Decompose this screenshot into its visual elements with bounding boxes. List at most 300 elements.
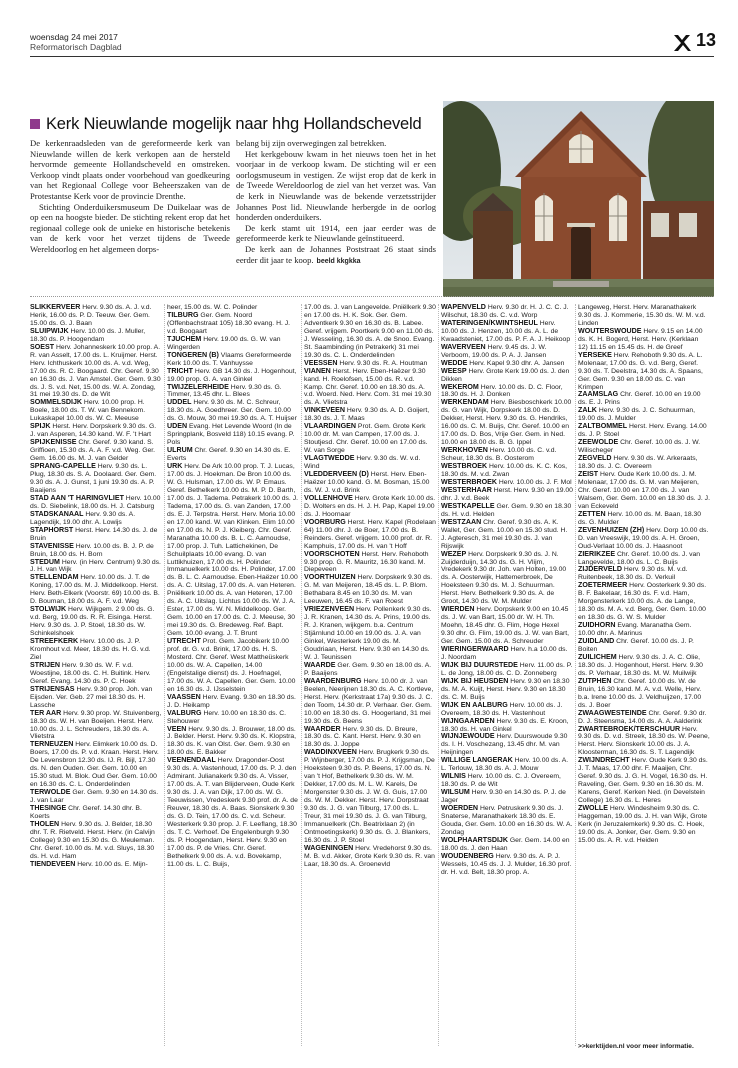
- listing-place-name: ZUIDHORN: [578, 621, 616, 630]
- listing-services-text: Ger. Gem. 14.00 en 18.00 ds. J. den Haan: [441, 836, 570, 852]
- listing-place-name: ZWARTEBROEK/TERSCHUUR: [578, 724, 681, 733]
- listing-place-name: SLIKKERVEER: [30, 304, 81, 311]
- listing-entry: [578, 391, 710, 407]
- listing-place-name: ZALK: [578, 406, 597, 415]
- listing-services-text: Herv. 19.00 ds. G. W. van Wingerden: [167, 335, 281, 351]
- listing-place-name: UDDEL: [167, 398, 192, 407]
- listing-services-text: Herv. 11.00 ds. P. L. de Jong, 18.00 ds. C. D. Zonneberg: [441, 661, 573, 677]
- listing-services-text: Herv. Oude Kerk 9.30 ds. J. T. Maas, 17.00 dhr. F. Maaijen, Chr. Geref. 9.30 ds. J. G. H. Vogel, 16.30 ds. H. Raveling, Ger. Gem. 9.30 en 16.30 ds. M. Karens, Geref. Kerken Ned. (in Develstein College) 16.30 ds. L. Heres: [578, 757, 708, 805]
- listing-services-text: Herst. Herv. Eben-Haëzer 10.00 kand. G. M. Bosman, 15.00 ds. W. J. v.d. Brink: [304, 471, 430, 494]
- listing-services-text: Herv. 9.30 ds. J. C. Schuurman, 19.00 ds. J. Mulder: [578, 407, 696, 423]
- listing-place-name: STELLENDAM: [30, 573, 79, 582]
- listing-place-name: ZALTBOMMEL: [578, 422, 628, 431]
- listing-services-text: Herv. 9.30 ds. L. Plug, 18.30 ds. S. A. Doolaard. Ger. Gem. 9.30 ds. A. J. Gunst, 1 juni 19.30 ds. A. P. Baaijens: [30, 463, 157, 494]
- listing-place-name: WOUDENBERG: [441, 851, 494, 860]
- listing-place-name: SLUIPWIJK: [30, 326, 69, 335]
- listing-services-text: Herv. Biesboschkerk 10.00 ds. G. van Wijk, Dorpskerk 18.00 ds. D. Dekker, Herst. Herv. 9.30 ds. G. Hendriks, 16.00 ds. C. M. Buijs, Chr. Geref. 10.00 en 17.00 ds. D. Bos, Vrije Ger. Gem. in Ned. 10.00 en 18.00 ds. B. G. Ippel: [441, 399, 572, 447]
- listing-place-name: WOUTERSWOUDE: [578, 326, 642, 335]
- listing-place-name: VRIEZENVEEN: [304, 605, 355, 614]
- listing-services-text: Chr. Geref. 10.00 ds. W. de Bruin, 16.30 kand. M. A. v.d. Welle, Herv. b.a. Irene 10.00 ds. J. Veldhuijzen, 17.00 ds. J. Boer: [578, 677, 702, 709]
- listing-entry: [441, 344, 573, 360]
- listing-entry: [167, 447, 299, 463]
- listing-place-name: WIERINGERWAARD: [441, 644, 509, 653]
- listing-services-text: Herv. 9.30 ds. D. v.d. Streek, 18.30 ds. W. Peene, Herst. Herv. Sionskerk 10.00 ds. J. A. Kloosterman, 16.30 ds. S. T. Lagendijk: [578, 725, 710, 757]
- listing-place-name: TONGEREN (B): [167, 350, 219, 359]
- listing-entry: [167, 726, 299, 758]
- listing-entry: [30, 789, 162, 805]
- listing-services-text: Herv. Dragonder-Oost 9.30 ds. A. Vastenhoud, 17.00 ds. P. J. den Admirant. Julianakerk 9.30 ds. A. Visser, 17.00 ds. A. T. van Blijderveen, Oude Kerk 9.30 ds. J. A. van Dijk, 17.00 ds. W. G. Teeuwissen, Vredeskerk 9.30 prof. dr. A. de Reuver, 18.30 ds. A. Baas. Sionskerk 9.30 ds. G. D. Tein, 17.00 ds. C. v.d. Scheur. Westerkerk 9.30 prop. J. F. Leeflang, 18.30 ds. T. C. Verhoef. De Engelenburgh 9.30 ds. P. Hoogendam, Herst. Herv. 9.30 en 17.00 ds. P. de Vries. Chr. Geref. Bethelkerk 9.00 ds. A. v.d. Bovekamp, 11.00 ds. L. C. Buijs,: [167, 757, 298, 868]
- listing-place-name: TILBURG: [167, 310, 199, 319]
- listing-entry: [30, 511, 162, 527]
- listing-entry: [441, 304, 573, 320]
- listing-entry: [304, 726, 436, 750]
- listing-entry: [304, 519, 436, 551]
- listing-services-text: Ger. Gem. 9.30 en 14.30 ds. J. van Laar: [30, 789, 159, 805]
- listing-entry: [441, 662, 573, 678]
- listing-entry: [30, 805, 162, 821]
- listing-services-text: Herv. Oude Kerk 10.00 ds. J. M. Molenaar, 17.00 ds. G. M. van Meijeren, Chr. Geref. 10.00 en 17.00 ds. J. van Walsem, Ger. Gem. 10.00 en 18.30 ds. J. J. van Eckeveld: [578, 471, 710, 510]
- article-title: Kerk Nieuwlande mogelijk naar hhg Hollandscheveld: [46, 114, 422, 133]
- listing-place-name: STRIJEN: [30, 660, 60, 669]
- listing-services-text: Herv. 9.15 en 14.00 ds. K. H. Bogerd, Herst. Herv. (Kerklaan 12) 11.15 en 15.45 ds. H. de Greef: [578, 327, 703, 351]
- listing-services-text: heer, 15.00 ds. W. C. Polinder: [167, 304, 258, 311]
- listing-entry: [441, 853, 573, 877]
- listing-services-text: Herv. Dorp 10.00 ds. D. van Vreeswijk, 19.00 ds. A. H. Groen, Oud-Verlaat 10.00 ds. J. Haasnoot: [578, 526, 709, 550]
- article-paragraph: Het kerkgebouw kwam in het nieuws toen het in het voorjaar in de verkoop kwam. De stichting wil er een oorlogsmuseum in vestigen. Ze wijst erop dat de kerk in de Tweede Wereldoorlog de ziel van het verzet was. Van de kerk in Nieuwlande was de bekende verzetsstrijder Johannes Post lid. Nieuwlande herbergde in de oorlog honderden onderduikers.: [236, 148, 436, 223]
- listing-place-name: SOMMELSDIJK: [30, 398, 83, 407]
- article-column-1: [30, 138, 230, 255]
- listing-place-name: WAARDER: [304, 724, 341, 733]
- listing-entry: [30, 463, 162, 495]
- listing-place-name: WEKEROM: [441, 382, 479, 391]
- listing-place-name: STOLWIJK: [30, 605, 67, 614]
- listing-services-text: Herv. 9.30 prop. Joh. van Eijsden. Ver. Geb. 27 mei 18.30 ds. H. Lassche: [30, 685, 153, 709]
- listing-entry: [578, 471, 710, 511]
- listing-entry: [30, 439, 162, 463]
- listing-services-text: Herst. Herv. 14.30 ds. J. de Bruin: [30, 526, 158, 542]
- listing-column-1: [30, 304, 162, 869]
- listing-entry: [304, 455, 436, 471]
- listing-entry: [578, 455, 710, 471]
- listing-services-text: Prot. Gem. Grote Kerk 10.00 dr. M. van Campen, 17.00 ds. J. Stoutjesd. Chr. Geref. 10.00 en 17.00 ds. W. van Sorge: [304, 423, 428, 455]
- listing-services-text: Herv. 10.00 ds. J. T. de Koning, 17.00 ds. M. J. Middelkoop. Herst. Herv. Beth-Elkerk (Voorstr. 69) 10.00 ds. B. D. Bouman, 18.00 ds. A. F. v.d. Weg: [30, 574, 160, 606]
- listing-services-text: Ger. Gem. 9.30 en 18.30 ds. H. v.d. Helden: [441, 502, 572, 518]
- listing-entry: [167, 463, 299, 638]
- listing-entry: [578, 352, 710, 392]
- listing-place-name: TRICHT: [167, 366, 194, 375]
- listing-place-name: WEDDE: [441, 358, 468, 367]
- listing-services-text: Herv. Windesheim 9.30 ds. C. Haggeman, 19.00 ds. J. H. van Wijk, Grote Kerk (in Jeruzalemkerk) 9.30 ds. C. Hoek, 19.00 ds. A. Jonker, Ger. Gem. 9.30 en 15.00 ds. A. R. v.d. Heiden: [578, 805, 708, 844]
- listing-services-text: Herv. 10.00 ds. A. L. Terlouw, 18.30 ds. A. J. Mouw: [441, 757, 569, 773]
- listing-entry: [441, 519, 573, 551]
- listing-entry: [578, 407, 710, 423]
- listing-place-name: WESTERHAAR: [441, 485, 492, 494]
- listing-services-text: Herst. Herv. Rehoboth 9.30 prop. G. R. Mauritz, 16.30 kand. M. Diepeveen: [304, 550, 429, 574]
- listing-entry: [578, 757, 710, 805]
- listing-services-text: Herv. Pollenkerk 9.30 ds. J. R. Kranen, 14.30 ds. A. Prins, 19.00 ds. R. J. Kranen, wijkgem. b.a. Centrum Stjärnlund 10.00 en 19.00 ds. J. A. van Ginkel, Westerkerk 19.00 ds. M. Goudriaan, Herst. Herv. 9.30 en 14.30 ds. W. J. Teunissen: [304, 606, 432, 661]
- listing-place-name: ZWIJNDRECHT: [578, 756, 630, 765]
- article-paragraph: Stichting Onderduikersmuseum De Duikelaar was de op een na hoogste bieder. De stichting rekent erop dat het regionaal college ook de unieke en historische betekenis van de kerk voor het verzet tijdens de Tweede Wereldoorlog en het algemeen dorps-: [30, 201, 230, 254]
- listing-services-text: Herv. (in Herv. Centrum) 9.30 ds. J. H. van Wijk: [30, 558, 161, 574]
- section-divider: [30, 296, 714, 297]
- listing-services-text: Herv. 10.00 ds. C. v.d. Scheur, 18.30 ds. B. Oosterom: [441, 447, 557, 463]
- listing-place-name: VLAARDINGEN: [304, 422, 357, 431]
- listing-services-text: Herv. 9.30 ds. G. Timmer, 13.45 dhr. L. Blees: [167, 383, 282, 399]
- listing-entry: [167, 384, 299, 400]
- listing-services-text: Herv. 9.30 dr. H. J. C. C. J. Wilschut, 18.30 ds. C. v.d. Worp: [441, 304, 569, 319]
- listing-place-name: STAVENISSE: [30, 541, 74, 550]
- photo-credit: beeld kkgkka: [316, 257, 361, 265]
- listing-services-text: 17.00 ds. J. van Langevelde. Pniëlkerk 9.30 en 17.00 ds. H. K. Sok. Ger. Gem. Adventkerk 9.30 en 16.30 ds. B. Labee. Geref. vrijgem. Poortkerk 9.00 en 11.00 ds. J. Wesseling, 16.30 ds. A. de Snoo. Evang. St. Saambinding (in Petrakerk) 31 mei 19.30 ds. C. L. Onderdelinden: [304, 304, 436, 359]
- listing-services-text: Herv. 10.00 dr. J. van Beelen, Neerijnen 18.30 ds. A. C. Kortleve, Herst. Herv. (Kerkstraat 17a) 9.30 ds. J. C. den Toom, 14.30 dr. P. Verhaar. Ger. Gem. 10.00 en 18.30 ds. G. Hoogerland, 31 mei 19.30 ds. G. Beens: [304, 677, 434, 725]
- listing-services-text: Herv. Petruskerk 9.30 ds. J. Snaterse, Maranathakerk 18.30 ds. E. Gouda, Ger. Gem. 10.00 en 16.30 ds. W. A. Zondag: [441, 805, 573, 836]
- listing-services-text: Herv. 10.00 ds. J. Overeem, 18.30 ds. H. Vastenhout: [441, 701, 563, 717]
- listing-entry: [304, 495, 436, 519]
- listing-place-name: WESTKAPELLE: [441, 501, 495, 510]
- listing-entry: [304, 845, 436, 869]
- listing-place-name: ZEEWOLDE: [578, 438, 619, 447]
- listing-place-name: VOORBURG: [304, 517, 346, 526]
- listing-place-name: SPRANG-CAPELLE: [30, 462, 96, 471]
- listing-place-name: VOLLENHOVE: [304, 493, 353, 502]
- listing-place-name: VOORSCHOTEN: [304, 549, 360, 558]
- section-marker-icon: [30, 119, 40, 129]
- listing-services-text: Herv. 9.30 ds. W. Arkeraats, 18.30 ds. J. C. Overeem: [578, 455, 698, 471]
- listing-services-text: Herv. 9.30 ds. M. C. Schreur, 18.30 ds. A. Goedhreer. Ger. Gem. 10.00 ds. G. Mouw, 30 mei 19.30 ds. A. T. Huijser: [167, 399, 297, 423]
- footer-reference: >>kerktijden.nl voor meer informatie.: [578, 1043, 694, 1050]
- listing-place-name: WESTERBROEK: [441, 477, 497, 486]
- listing-entry: [441, 702, 573, 718]
- column-separator: [438, 304, 439, 1046]
- listing-entry: [304, 423, 436, 455]
- listing-entry: [30, 686, 162, 710]
- listing-entry: [441, 487, 573, 503]
- listing-place-name: WIJK BIJ HEUSDEN: [441, 676, 509, 685]
- listing-entry: [578, 566, 710, 582]
- listing-entry: [578, 710, 710, 726]
- listing-entry: [30, 527, 162, 543]
- listing-services-text: Chr. Geref. 9.30 ds. A. K. Wallet, Ger. Gem. 10.00 en 15.30 stud. H. J. Agteresch, 31 mei 19.30 ds. J. van Rijswijk: [441, 518, 568, 550]
- listing-place-name: WIJK BIJ DUURSTEDE: [441, 660, 518, 669]
- listing-entry: [304, 662, 436, 678]
- listing-place-name: VLEDDERVEEN (D): [304, 470, 369, 479]
- listing-entry: [578, 654, 710, 678]
- listing-services-text: Herv. 9.45 ds. J. W. Verboom, 19.00 ds. P. A. J. Jansen: [441, 343, 547, 359]
- listing-entry: [167, 710, 299, 726]
- listing-place-name: ZEIST: [578, 470, 599, 479]
- listing-place-name: WERKHOVEN: [441, 446, 488, 455]
- listing-column-4: [441, 304, 573, 877]
- page-number: 13: [696, 30, 717, 50]
- listing-services-text: Chr. Geref. 9.30 en 14.30 ds. E. Everts: [167, 447, 291, 463]
- listing-place-name: WESTBROEK: [441, 462, 488, 471]
- listing-entry: [578, 622, 710, 638]
- listing-place-name: WIJNGAARDEN: [441, 716, 495, 725]
- listing-entry: [304, 407, 436, 423]
- listing-place-name: ZUILICHEM: [578, 652, 617, 661]
- listing-place-name: WAGENINGEN: [304, 843, 354, 852]
- article-paragraph: De kerk stamt uit 1914, een jaar eerder was de gereformeerde kerk te Nieuwlande geïnstitueerd.: [236, 222, 436, 244]
- listing-entry: [30, 574, 162, 606]
- listing-entry: [441, 646, 573, 662]
- listing-services-text: Herv. GB 14.30 ds. J. Hogenhout, 19.00 prop. G. A. van Ginkel: [167, 367, 297, 383]
- listing-services-text: Chr. Geref. 9.30 kand. S. Griffioen, 15.30 ds. A. A. F. v.d. Weg. Ger. Gem. 16.00 ds. M. J. van Gelder: [30, 439, 156, 463]
- listing-services-text: Herv. 10.00 ds. J. Muller, 18.30 ds. P. Hoogendam: [30, 327, 146, 343]
- listing-entry: [578, 805, 710, 845]
- listing-entry: [441, 757, 573, 773]
- listing-services-text: Herv. 10.00 ds. M. Baan, 18.30 ds. G. Mulder: [578, 510, 702, 526]
- listing-place-name: TJUCHEM: [167, 334, 202, 343]
- listing-place-name: SPIJK: [30, 422, 51, 431]
- listing-services-text: Herv. 10.00 ds. K. C. Kos, 18.30 ds. M. v.d. Zwan: [441, 463, 568, 479]
- listing-place-name: ZEGVELD: [578, 454, 612, 463]
- church-photo: [443, 101, 714, 297]
- listing-column-5: [578, 304, 710, 845]
- listing-entry: [167, 757, 299, 868]
- listing-place-name: WAARDENBURG: [304, 676, 362, 685]
- listing-entry: [441, 773, 573, 789]
- listing-place-name: STADSKANAAL: [30, 509, 84, 518]
- listing-entry: [441, 789, 573, 805]
- listing-place-name: WAPENVELD: [441, 304, 486, 311]
- listing-entry: [441, 606, 573, 646]
- listing-services-text: Herst. Herv. Evang. 14.00 ds. J. P. Stoel: [578, 423, 707, 439]
- listing-services-text: Herv. 10.00 prop. H. Boele, 18.00 ds. T. W. van Bennekom. Lukaskapel 10.00 ds. W. C. Meeuse: [30, 399, 146, 423]
- article-last-paragraph: [236, 244, 436, 267]
- listing-place-name: VEESSEN: [304, 358, 338, 367]
- listing-services-text: Herv. 9.30 prop. W. Stuivenberg, 18.30 ds. W. H. van Boeijen. Herst. Herv. 10.00 ds. J. L. Schreuders, 18.30 ds. A. Vlietstra: [30, 709, 162, 741]
- listing-services-text: Herst. Herv. Kapel (Rodelaan 64) 11.00 dhr. J. de Boer, 17.00 ds. B. Reinders. Geref. vrijgem. 10.00 prof. dr. R. Kamphuis, 17.00 ds. H. van 't Hoff: [304, 518, 436, 550]
- listing-place-name: WAARDE: [304, 660, 336, 669]
- masthead-rule: [30, 56, 714, 57]
- listing-services-text: Herv. Evang. 9.30 en 18.30 ds. J. D. Heikamp: [167, 693, 296, 709]
- listing-entry: [304, 551, 436, 575]
- listing-place-name: WEESP: [441, 366, 467, 375]
- listing-services-text: Ger. Gem. Noord (Offenbachstraat 105) 18.30 evang. H. J. v.d. Boogaart: [167, 311, 291, 335]
- listing-services-text: Herv. 10.00 ds. C. J. Overeem, 18.30 ds. P. de Wit: [441, 773, 561, 789]
- listing-services-text: Herv. Vredehorst 9.30 ds. M. B. v.d. Akker, Grote Kerk 9.30 ds. R. van Laar, 18.30 ds. A. Groenevld: [304, 844, 435, 868]
- listing-services-text: Herv. De Ark 10.00 prop. T. J. Lucas, 17.00 ds. J. Hoekman. De Bron 10.00 ds. W. G. Hulsman, 17.00 ds. W. P. Emaus. Geref. Bethelkerk 10.00 ds. M. P. D. Barth, 17.00 ds. J. Tadema. Petrakerk 10.00 ds. J. Tadema, 17.00 ds. G. van Zanden, 17.00 ds. E. J. Terpstra. Herst. Herv. Moria 10.00 en 17.00 kand. W. van Klinken. Elim 10.00 en 17.00 ds. N. P. J. Kleiberg. Chr. Geref. Maranatha 10.00 ds. B. L. C. Aarnoudse, 17.00 prop. J. Tuh. Lattichekinen, De Schuilplaats 10.00 evang. D. van Luttikhuizen, 17.00 ds. H. Polinder. Immanuelkerk 10.00 ds. H. Polinder, 17.00 ds. B. L. C. Aarnoudse. Eben-Haëzer 10.00 ds. A. C. Uitslag, 17.00 ds. A. van Heteren. Pniëlkerk 10.00 ds. A. van Heteren, 17.00 ds. A. C. Uitslag. Lichtus 10.00 ds. W. J. A. Ester, 17.00 ds. W. N. Middelkoop. Ger. Gem. 10.00 en 17.00 ds. C. J. Meeuse, 30 mei 19.30 ds. G. Bredeweg. Ref. Bapt. Gem. 10.00 evang. J. T. Brunt: [167, 463, 298, 638]
- article-paragraph-text: De kerk aan de Johannes Poststraat 26 staat sinds eerder dit jaar te koop.: [236, 243, 436, 265]
- listing-services-text: Evang. Het Levende Woord (In de Springplank, Bosveld 118) 10.15 evang. P. Pols: [167, 423, 295, 447]
- listing-entry: [578, 304, 710, 328]
- listing-entry: [578, 328, 710, 352]
- listing-entry: [441, 368, 573, 384]
- listing-place-name: THOLEN: [30, 819, 60, 828]
- listing-place-name: STAPHORST: [30, 525, 74, 534]
- column-separator: [575, 304, 576, 1046]
- listing-entry: [30, 638, 162, 662]
- listing-entry: [441, 805, 573, 837]
- listing-place-name: STRIJENSAS: [30, 684, 75, 693]
- listing-services-text: Herst. Herv. Eben-Haëzer 9.30 kand. H. Roelofsen, 15.00 ds. R. v.d. Kamp. Chr. Geref. 10.00 en 18.30 ds. A. v.d. Woerd. Ned. Herv. Com. 31 mei 19.30 ds. A. Vlietstra: [304, 367, 432, 407]
- listing-services-text: Herv. Wijkgem. 2 9.00 ds. G. v.d. Berg, 19.00 ds. R. R. Eisinga. Herst. Herv. 9.30 ds. J. P. Stoel, 18.30 ds. W. Schinkelshoek: [30, 606, 155, 638]
- listing-services-text: Herv. Elimkerk 10.00 ds. D. Boers, 17.00 ds. P. v.d. Kraan. Herst. Herv. De Levensbron 12.30 ds. IJ. R. Bijl, 17.30 ds. N. den Ouden. Ger. Gem. 10.00 en 15.30 stud. M. Blok. Oud Ger. Gem. 10.00 en 16.30 ds. C. L. Onderdelinden: [30, 741, 159, 789]
- listing-services-text: Herv. 9.30 en 18.30 ds. M. A. Kuijt, Herst. Herv. 9.30 en 18.30 ds. C. M. Buijs: [441, 677, 570, 701]
- listing-place-name: ZWOLLE: [578, 804, 608, 813]
- listing-entry: [167, 352, 299, 368]
- listing-place-name: WOLPHAARTSDIJK: [441, 835, 508, 844]
- article-paragraph: De kerkenraadsleden van de gereformeerde kerk van Nieuwlande willen de kerk verkopen aan de hersteld hervormde gemeente Hollandscheveld en omstreken. Verkoop vindt plaats onder voorbehoud van goedkeuring van het Regionaal College voor Beheerszaken van de Protestantse Kerk voor de provincie Drenthe.: [30, 138, 230, 201]
- listing-services-text: Chr. Geref. 10.00 ds. J. W. Wilischeger: [578, 439, 701, 455]
- listing-place-name: ZIERIKZEE: [578, 549, 616, 558]
- listing-place-name: VLAGTWEDDE: [304, 454, 355, 463]
- listing-place-name: WADDINXVEEN: [304, 748, 357, 757]
- listing-services-text: Herv. 10.00 ds. J. F. Mol: [498, 478, 572, 486]
- listing-services-text: Herv. 9.30 ds. R. A. Houtman: [339, 359, 428, 367]
- listing-services-text: Herv. Grote Kerk 19.00 ds. J. den Dikken: [441, 367, 570, 383]
- listing-column-2: [167, 304, 299, 869]
- listing-place-name: TIENDEVEEN: [30, 859, 76, 868]
- listing-place-name: WILNIS: [441, 772, 466, 781]
- listing-entry: [30, 662, 162, 686]
- listing-entry: [167, 336, 299, 352]
- listing-place-name: VEENENDAAL: [167, 756, 216, 765]
- listing-place-name: VINKEVEEN: [304, 406, 345, 415]
- listing-services-text: Herv. 9.30 ds. M. v.d. Ruitenbeek, 18.30 ds. D. Verkuil: [578, 566, 688, 582]
- listing-place-name: ZEVENHUIZEN (ZH): [578, 525, 645, 534]
- listing-services-text: Prot. Gem. Jacobikerk 10.00 prof. dr. G. v.d. Brink, 17.00 ds. H. S. Mosterd. Chr. Geref. West Mattheüskerk 10.00 ds. W. A. Capellen, 14.00 (Engelstalige dienst) ds. J. Hoefnagel, 17.00 ds. W. A. Capellen. Ger. Gem. 10.00 en 16.30 ds. J. IJsselstein: [167, 638, 296, 693]
- listing-services-text: Chr. Geref. 10.00 en 19.00 ds. E. J. Prins: [578, 391, 701, 407]
- listing-services-text: Vlaams Gereformeerde Kerk 10.00 ds. T. Vanhuysse: [167, 351, 292, 367]
- listing-entry: [304, 304, 436, 360]
- listing-place-name: WILSUM: [441, 788, 470, 797]
- column-separator: [164, 304, 165, 1046]
- listing-entry: [167, 399, 299, 423]
- listing-place-name: TERWOLDE: [30, 788, 71, 797]
- article-heading: [30, 114, 490, 134]
- listing-services-text: Herv. Dorpskerk 9.30 ds. J. N. Zuijderduijn, 14.30 ds. G. H. Vlijm, Vredekerk 9.30 dr. Joh. van Holten, 19.00 ds. A. Oosterwijk, Hattemerbroek, De Hoeksteen 9.30 ds. M. J. Schuurman. Herst. Herv. Bethelkerk 9.30 ds. A. de Groot, 14.30 ds. W. M. Mulder: [441, 550, 567, 606]
- listing-entry: [578, 511, 710, 527]
- listing-entry: [30, 543, 162, 559]
- article-column-2: [236, 138, 436, 267]
- listing-place-name: TER AAR: [30, 708, 62, 717]
- listing-services-text: Herv. 10.00 ds. D. C. Floor, 18.30 ds. H. J. Donken: [441, 383, 563, 399]
- listing-services-text: Herv. Duurswoude 9.30 ds. I. H. Voschezang, 13.45 dhr. M. van Heijningen: [441, 733, 568, 757]
- listing-services-text: Herv. 9.30 ds. J. Brouwer, 18.00 ds. J. Belder. Herst. Herv. 9.30 ds. K. Klopstra, 18.30 ds. K. van Olst. Ger. Gem. 9.30 en 18.00 ds. E. Bakker: [167, 725, 297, 757]
- listing-entry: [30, 741, 162, 789]
- listing-services-text: Herv. 10.00 ds. B. J. P. de Bruin, 18.00 ds. H. Born: [30, 542, 154, 558]
- listing-entry: [304, 678, 436, 726]
- listing-place-name: WIJK EN AALBURG: [441, 700, 508, 709]
- listing-place-name: WATERINGEN/KWINTSHEUL: [441, 318, 538, 327]
- listing-entry: [578, 638, 710, 654]
- listing-services-text: Chr. Geref. 14.30 dhr. B. Koerts: [30, 805, 142, 820]
- listing-entry: [441, 503, 573, 519]
- listing-place-name: ZAAMSLAG: [578, 390, 619, 399]
- listing-services-text: Herst. Herv. 9.30 en 19.00 dhr. J. v.d. Beek: [441, 486, 573, 502]
- listing-entry: [441, 551, 573, 607]
- listing-services-text: Herv. 10.00 ds. D. Siebelink, 18.00 ds. H. J. Catsburg: [30, 494, 161, 510]
- listing-place-name: STAD AAN 'T HARINGVLIET: [30, 493, 124, 502]
- listing-place-name: STREEFKERK: [30, 637, 79, 646]
- listing-entry: [441, 837, 573, 853]
- listing-services-text: Herv. Kapel 9.30 dhr. A. Jansen: [469, 359, 565, 367]
- listing-place-name: UTRECHT: [167, 637, 201, 646]
- listing-place-name: VAASSEN: [167, 692, 201, 701]
- listing-place-name: VALBURG: [167, 708, 202, 717]
- listing-entry: [304, 574, 436, 606]
- listing-place-name: ZETTEN: [578, 509, 606, 518]
- listing-services-text: Herv. 9.30 ds. W. v.d. Wind: [304, 455, 421, 471]
- listing-services-text: Herv. 9.30 ds. A. Lagendijk, 19.00 dhr. A. Lowijs: [30, 510, 136, 526]
- listing-place-name: WOERDEN: [441, 804, 479, 813]
- listing-place-name: WIJNJEWOUDE: [441, 732, 495, 741]
- listing-services-text: Herv. 9.30 en 14.30 ds. P. J. de Jager: [441, 789, 566, 805]
- listing-entry: [30, 423, 162, 439]
- listing-place-name: VOORTHUIZEN: [304, 573, 356, 582]
- listing-services-text: Herv. 9.30 ds. A. P. J. Wessels, 10.45 ds. J. J. Mulder, 16.30 prof. dr. H. v.d. Belt, 18.30 prop. A.: [441, 852, 572, 876]
- listing-place-name: SPIJKENISSE: [30, 438, 77, 447]
- listing-entry: [30, 328, 162, 344]
- listing-entry: [578, 423, 710, 439]
- listing-entry: [441, 463, 573, 479]
- listing-place-name: ULRUM: [167, 446, 193, 455]
- listing-services-text: Herv. 9.30 ds. D. Breure, 18.30 ds. C. Kant. Herst. Herv. 9.30 en 18.30 ds. J. Joppe: [304, 725, 421, 749]
- listing-place-name: TERNEUZEN: [30, 740, 74, 749]
- listing-services-text: Herv. Oosterkerk 9.30 ds. B. F. Bakelaar, 16.30 ds. F. v.d. Ham, Morgensterkerk 10.00 ds. A. de Lange, 18.30 ds. M. A. v.d. Berg, Ger. Gem. 10.00 en 18.30 ds. G. W. S. Mulder: [578, 582, 707, 622]
- listing-services-text: Herv. 9.30 ds. E. Kroon, 18.30 ds. H. van Ginkel: [441, 717, 569, 733]
- listing-services-text: Herv. 9.30 ds. J. A. C. Olie, 18.30 ds. J. Hogenhout, Herst. Herv. 9.30 ds. P. Verhaar, 18.30 ds. M. W. Muilwijk: [578, 653, 703, 677]
- listing-entry: [578, 439, 710, 455]
- listing-services-text: Herv. 9.30 ds. W. F. v.d. Woestijne, 18.00 ds. C. H. Buitink. Herv. Geref. Evang. 14.30 ds. P. C. Hoek: [30, 661, 151, 685]
- listing-services-text: Langeweg, Herst. Herv. Maranathakerk 9.30 ds. J. Kommerie, 15.30 ds. W. M. v.d. Linden: [578, 304, 706, 327]
- listing-services-text: Chr. Geref. 10.00 ds. J. P. Boiten: [578, 638, 694, 653]
- listing-entry: [578, 726, 710, 758]
- listing-services-text: Herv. Grote Kerk 10.00 ds. D. Wolters en ds. H. J. H. Pap, Kapel 19.00 ds. J. Hoornaar: [304, 494, 436, 518]
- listing-services-text: Chr. Geref. 10.00 ds. J. van Langevelde, 18.00 ds. L. C. Buijs: [578, 550, 701, 566]
- listing-services-text: Herst. Herv. Dorpskerk 9.30 ds. G. J. van Asperen, 14.30 kand. W. F. 't Hart: [30, 423, 157, 439]
- listing-entry: [441, 718, 573, 734]
- listing-place-name: YERSEKE: [578, 350, 612, 359]
- listing-services-text: Herv. Rehoboth 9.30 ds. A. L. Molenaar, 17.00 ds. G. v.d. Berg, Geref. 9.30 ds. T. Deelstra, 14.30 ds. A. Spaans, Ger. Gem. 9.30 en 18.00 ds. C. van Krimpen: [578, 351, 703, 391]
- listing-place-name: WESTZAAN: [441, 517, 482, 526]
- listing-entry: [441, 399, 573, 447]
- masthead-date: woensdag 24 mei 2017: [30, 32, 118, 42]
- listing-entry: [30, 559, 162, 575]
- listing-entry: [441, 678, 573, 702]
- listing-services-text: Herv. 10.00 ds. J. P. Kromhout v.d. Meer, 18.30 ds. H. G. v.d. Ziel: [30, 638, 151, 661]
- listing-entry: [441, 384, 573, 400]
- listing-entry: [167, 368, 299, 384]
- listing-services-text: Herv. Dorpskerk 9.00 en 10.45 ds. J. W. van Bart, 15.00 dr. W. H. Th. Moehn, 18.45 dhr. G. Flim, Hoge Hexel 9.30 dhr. G. Flim, 19.00 ds. J. W. van Bart, Ger. Gem. 15.00 ds. A. Schreuder: [441, 606, 570, 646]
- listing-entry: [578, 551, 710, 567]
- listing-services-text: Herv. h.a 10.00 ds. J. Noordam: [441, 645, 568, 661]
- listing-services-text: Herv. 9.30 ds. A. J. v.d. Herik, 16.00 ds. P. D. Teeuw. Ger. Gem. 15.00 ds. G. J. Baan: [30, 304, 152, 327]
- listing-entry: [578, 678, 710, 710]
- listing-entry: [167, 423, 299, 447]
- listing-place-name: WILLIGE LANGERAK: [441, 756, 513, 765]
- listing-entry: [441, 320, 573, 344]
- listing-place-name: TWIJZELERHEIDE: [167, 382, 229, 391]
- listing-services-text: Herv. 10.00 en 18.30 ds. C. Stehouwer: [167, 709, 287, 725]
- listing-entry: [304, 368, 436, 408]
- listing-place-name: ZWAAGWESTEINDE: [578, 708, 647, 717]
- listing-place-name: WIERDEN: [441, 605, 475, 614]
- listing-entry: [30, 495, 162, 511]
- listing-services-text: Herv. Johanneskerk 10.00 prop. A. R. van Asselt, 17.00 ds. L. Kruijmer. Herst. Herv. Ichthuskerk 10.00 ds. A. v.d. Weg, 17.00 ds. R. C. Boogaard. Chr. Geref. 9.30 en 16.30 ds. J. Van Amstel. Ger. Gem. 9.30 ds. J. S. v.d. Net, 15.00 ds. W. A. Zondag, 31 mei 19.30 ds. D. de Wit: [30, 343, 161, 399]
- listing-entry: [30, 304, 162, 328]
- listing-place-name: VEEN: [167, 724, 187, 733]
- listing-entry: [304, 606, 436, 662]
- listing-entry: [30, 399, 162, 423]
- listing-column-3: [304, 304, 436, 869]
- listing-entry: [441, 447, 573, 463]
- listing-place-name: UDEN: [167, 422, 188, 431]
- listing-entry: [167, 312, 299, 336]
- listing-services-text: Herv. Brugkerk 9.30 ds. P. Wijnberger, 17.00 ds. P. J. Krijgsman, De Hoeksteen 9.30 ds. P. Beens, 17.00 ds. N. van 't Hof, Bethelkerk 9.30 ds. W. M. Dekker, 17.00 ds. M. L. W. Karels, De Morgenster 9.30 ds. J. W. G. Guis, 17.00 ds. W. M. Dekker. Herst. Herv. Dorpstraat 9.30 ds. J. G. van Tilburg, 17.00 ds. L. Treur, 31 mei 19.30 ds. J. G. van Tilburg, Immanuelkerk (Ch. Beatrixlaan 2) (in Ontmoetingskerk) 9.30 ds. G. J. Blankers, 16.30 ds. J. P. Stoel: [304, 749, 435, 844]
- listing-place-name: STEDUM: [30, 557, 60, 566]
